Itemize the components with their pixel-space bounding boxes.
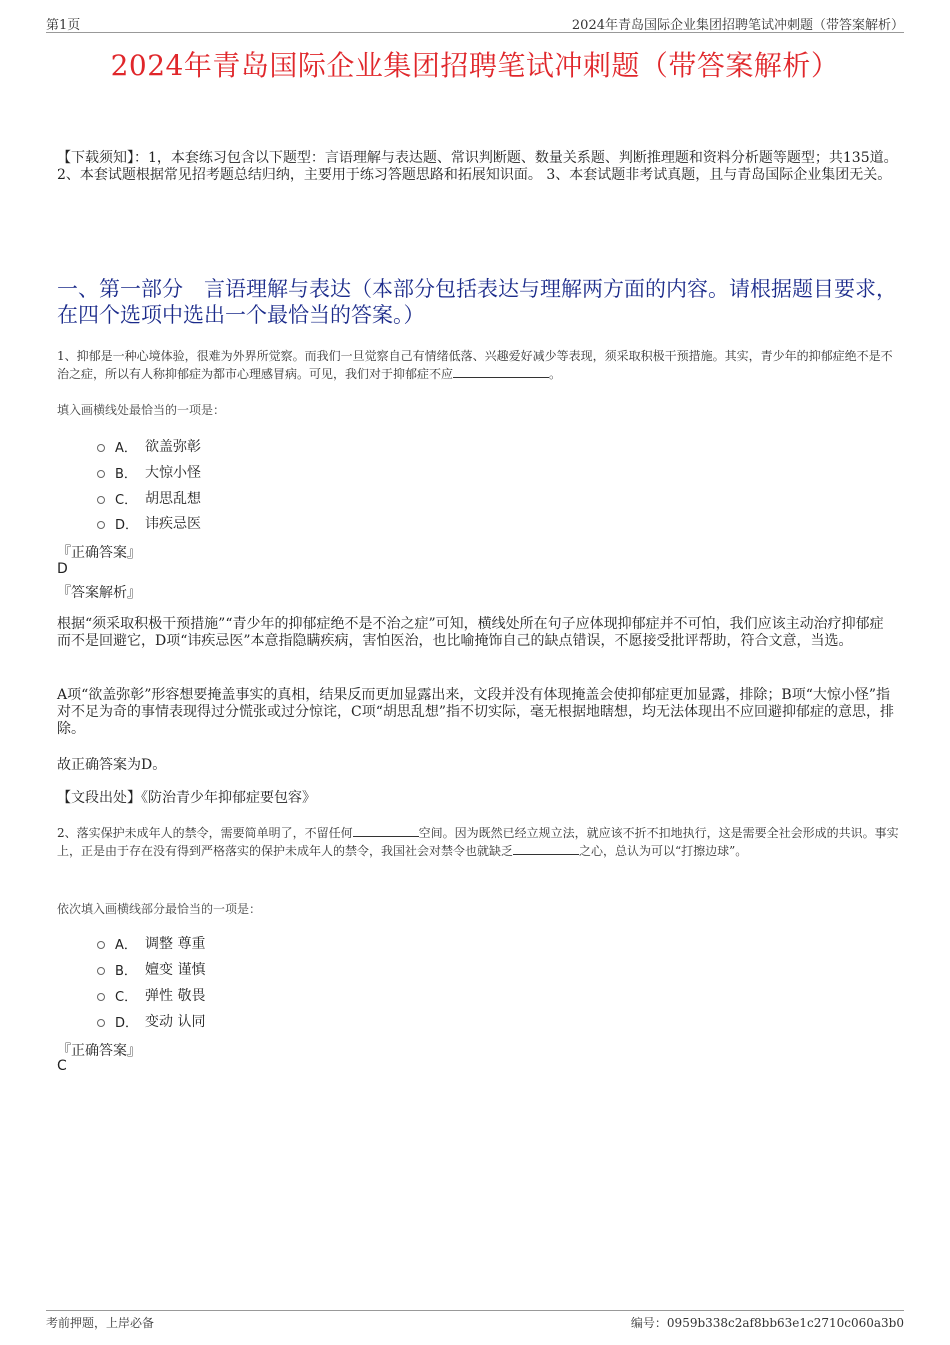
option-text: 大惊小怪 [145,465,201,481]
section-heading: 一、第一部分 言语理解与表达（本部分包括表达与理解两方面的内容。请根据题目要求，在四个选项中选出一个最恰当的答案。） [57,277,897,327]
option-text: 嬗变 谨慎 [145,962,206,978]
question-1-option-d[interactable] [97,513,201,533]
option-letter: A． [115,440,137,456]
radio-icon[interactable] [97,470,105,478]
question-1-stem-text: 1、抑郁是一种心境体验，很难为外界所觉察。而我们一旦觉察自己有情绪低落、兴趣爱好减少等表现，须采取积极干预措施。其实，青少年的抑郁症绝不是不治之症，所以有人称抑郁症为都市心理感冒病。可见，我们对于抑郁症不应 [57,349,893,381]
option-letter: A． [115,937,137,953]
question-2-stem [57,824,902,860]
question-2-option-d[interactable] [97,1011,205,1031]
option-text: 讳疾忌医 [145,516,201,532]
radio-icon[interactable] [97,444,105,452]
question-1-analysis-paragraph-1: 根据“须采取积极干预措施”“青少年的抑郁症绝不是不治之症”可知，横线处所在句子应体现抑郁症并不可怕，我们应该主动治疗抑郁症而不是回避它，D项“讳疾忌医”本意指隐瞒疾病，害怕医治，也比喻掩饰自己的缺点错误，不愿接受批评帮助，符合文意，当选。 [57,616,884,649]
header-doc-title: 2024年青岛国际企业集团招聘笔试冲刺题（带答案解析） [571,18,904,33]
radio-icon[interactable] [97,941,105,949]
option-letter: D． [115,517,139,533]
radio-icon[interactable] [97,1019,105,1027]
answer-blank [453,365,549,378]
question-2-stem-end: 之心，总认为可以“打擦边球”。 [579,844,748,858]
header-divider [46,32,904,33]
option-text: 胡思乱想 [145,491,201,507]
option-text: 弹性 敬畏 [145,988,206,1004]
question-1-option-c[interactable] [97,488,201,508]
document-title: 2024年青岛国际企业集团招聘笔试冲刺题（带答案解析） [110,49,840,82]
question-1-prompt: 填入画横线处最恰当的一项是： [57,403,226,417]
question-1-option-a[interactable] [97,436,201,456]
footer-slogan: 考前押题，上岸必备 [46,1316,155,1330]
footer-divider [46,1310,904,1311]
radio-icon[interactable] [97,496,105,504]
question-1-answer: D [57,561,68,577]
footer-doc-id: 编号：0959b338c2af8bb63e1c2710c060a3b0 [630,1316,904,1330]
radio-icon[interactable] [97,521,105,529]
option-letter: B． [115,466,137,482]
question-2-stem-text: 2、落实保护未成年人的禁令，需要简单明了，不留任何 [57,826,353,840]
question-1-analysis-paragraph-2: A项“欲盖弥彰”形容想要掩盖事实的真相，结果反而更加显露出来，文段并没有体现掩盖会使抑郁症更加显露，排除；B项“大惊小怪”指对不足为奇的事情表现得过分慌张或过分惊诧，C项“胡思乱想”指不切实际，毫无根据地瞎想，均无法体现出不应回避抑郁症的意思，排除。 [57,687,895,737]
option-letter: C． [115,989,138,1005]
radio-icon[interactable] [97,993,105,1001]
answer-blank [353,824,419,837]
answer-blank [513,842,579,855]
question-2-stem-middle: 空间。因为既然已经立规立法，就应该不折不扣地执行，这是需要全社会形成的共识。事实上，正是由于存在没有得到严格落实的保护未成年人的禁令，我国社会对禁令也就缺乏 [57,826,899,858]
option-letter: B． [115,963,137,979]
option-letter: C． [115,492,138,508]
question-2-option-b[interactable] [97,959,205,979]
question-1-stem [57,347,902,383]
question-1-option-b[interactable] [97,462,201,482]
question-2-answer-label: 『正确答案』 [57,1043,141,1059]
question-2-prompt: 依次填入画横线部分最恰当的一项是： [57,902,262,916]
question-2-option-a[interactable] [97,933,205,953]
question-1-stem-end: 。 [549,367,562,381]
radio-icon[interactable] [97,967,105,975]
option-text: 调整 尊重 [145,936,206,952]
option-letter: D． [115,1015,139,1031]
option-text: 欲盖弥彰 [145,439,201,455]
question-2-answer: C [57,1058,67,1074]
question-1-answer-label: 『正确答案』 [57,545,141,561]
download-notice: 【下载须知】：1，本套练习包含以下题型：言语理解与表达题、常识判断题、数量关系题、判断推理题和资料分析题等题型；共135道。 2、本套试题根据常见招考题总结归纳，主要用于练习答题思路和拓展知识面。 3、本套试题非考试真题，且与青岛国际企业集团无关。 [57,150,898,183]
page-number: 第1页 [46,18,81,33]
question-1-conclusion: 故正确答案为D。 [57,757,167,773]
question-1-source: 【文段出处】《防治青少年抑郁症要包容》 [57,790,316,806]
question-1-analysis-label: 『答案解析』 [57,585,141,601]
question-2-option-c[interactable] [97,985,205,1005]
option-text: 变动 认同 [145,1014,206,1030]
